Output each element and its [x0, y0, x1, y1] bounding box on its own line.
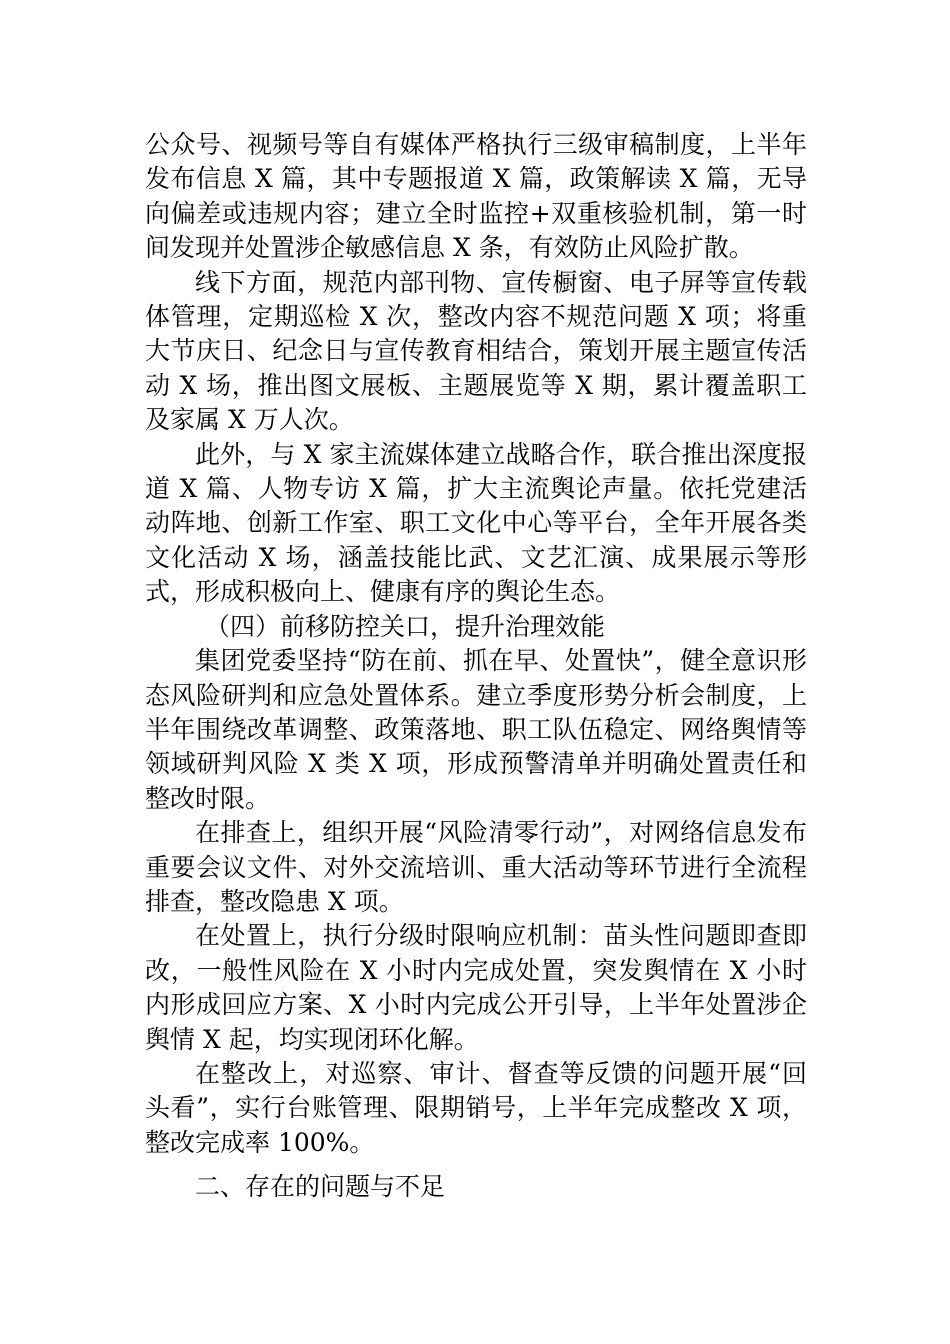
paragraph-response-handling: 在处置上，执行分级时限响应机制：苗头性问题即查即改，一般性风险在 X 小时内完成处置，突发舆情在 X 小时内形成回应方案、X 小时内完成公开引导，上半年处置涉企舆情 X 起，均实现闭环化解。 [145, 921, 807, 1054]
paragraph-risk-assessment: 集团党委坚持“防在前、抓在早、处置快”，健全意识形态风险研判和应急处置体系。建立季度形势分析会制度，上半年围绕改革调整、政策落地、职工队伍稳定、网络舆情等领域研判风险 X 类 X 项，形成预警清单并明确处置责任和整改时限。 [145, 646, 807, 813]
paragraph-investigation: 在排查上，组织开展“风险清零行动”，对网络信息发布重要会议文件、对外交流培训、重大活动等环节进行全流程排查，整改隐患 X 项。 [145, 818, 807, 916]
section-heading-risk-prevention: （四）前移防控关口，提升治理效能 [205, 611, 606, 641]
paragraph-rectification: 在整改上，对巡察、审计、督查等反馈的问题开展“回头看”，实行台账管理、限期销号，上半年完成整改 X 项，整改完成率 100%。 [145, 1058, 807, 1157]
paragraph-media-cooperation: 此外，与 X 家主流媒体建立战略合作，联合推出深度报道 X 篇、人物专访 X 篇，扩大主流舆论声量。依托党建活动阵地、创新工作室、职工文化中心等平台，全年开展各类文化活动 X 场，涵盖技能比武、文艺汇演、成果展示等形式，形成积极向上、健康有序的舆论生态。 [145, 439, 807, 607]
paragraph-offline-publicity: 线下方面，规范内部刊物、宣传橱窗、电子屏等宣传载体管理，定期巡检 X 次，整改内容不规范问题 X 项；将重大节庆日、纪念日与宣传教育相结合，策划开展主题宣传活动 X 场，推出图文展板、主题展览等 X 期，累计覆盖职工及家属 X 万人次。 [145, 267, 807, 435]
document-body [145, 128, 807, 1205]
paragraph-continued-media-review: 公众号、视频号等自有媒体严格执行三级审稿制度，上半年发布信息 X 篇，其中专题报道 X 篇，政策解读 X 篇，无导向偏差或违规内容；建立全时监控+双重核验机制，第一时间发现并处置涉企敏感信息 X 条，有效防止风险扩散。 [145, 130, 807, 263]
chapter-heading-problems: 二、存在的问题与不足 [195, 1172, 446, 1202]
